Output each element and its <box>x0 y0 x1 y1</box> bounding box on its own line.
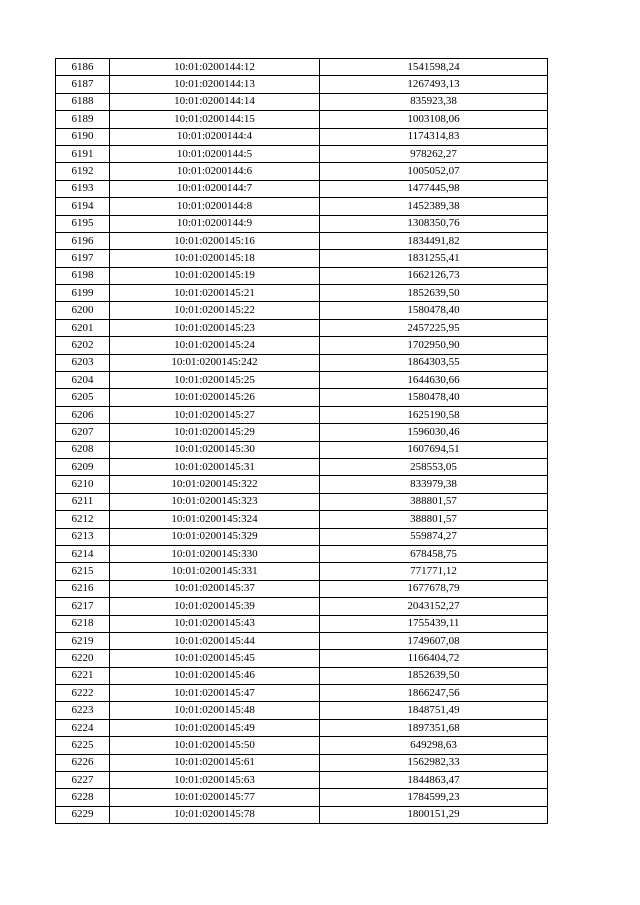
value-cell: 1852639,50 <box>320 285 548 302</box>
row-number-cell: 6222 <box>56 685 110 702</box>
table-row <box>56 180 548 197</box>
row-number-cell: 6197 <box>56 250 110 267</box>
value-cell: 678458,75 <box>320 545 548 562</box>
cadastral-number-cell: 10:01:0200145:31 <box>110 458 320 475</box>
row-number-cell: 6219 <box>56 632 110 649</box>
table-row <box>56 511 548 528</box>
table-row <box>56 59 548 76</box>
row-number-cell: 6208 <box>56 441 110 458</box>
value-cell: 1625190,58 <box>320 406 548 423</box>
row-number-cell: 6190 <box>56 128 110 145</box>
value-cell: 1844863,47 <box>320 772 548 789</box>
table-row <box>56 650 548 667</box>
value-cell: 1477445,98 <box>320 180 548 197</box>
value-cell: 649298,63 <box>320 737 548 754</box>
table-row <box>56 685 548 702</box>
value-cell: 1644630,66 <box>320 372 548 389</box>
row-number-cell: 6192 <box>56 163 110 180</box>
cadastral-number-cell: 10:01:0200145:44 <box>110 632 320 649</box>
row-number-cell: 6198 <box>56 267 110 284</box>
row-number-cell: 6214 <box>56 545 110 562</box>
table-row <box>56 754 548 771</box>
row-number-cell: 6211 <box>56 493 110 510</box>
cadastral-number-cell: 10:01:0200144:8 <box>110 198 320 215</box>
value-cell: 771771,12 <box>320 563 548 580</box>
row-number-cell: 6226 <box>56 754 110 771</box>
table-body <box>56 59 548 824</box>
cadastral-number-cell: 10:01:0200145:242 <box>110 354 320 371</box>
table-row <box>56 667 548 684</box>
row-number-cell: 6199 <box>56 285 110 302</box>
row-number-cell: 6193 <box>56 180 110 197</box>
value-cell: 1864303,55 <box>320 354 548 371</box>
table-row <box>56 250 548 267</box>
cadastral-number-cell: 10:01:0200145:37 <box>110 580 320 597</box>
row-number-cell: 6188 <box>56 93 110 110</box>
row-number-cell: 6207 <box>56 424 110 441</box>
cadastral-number-cell: 10:01:0200144:14 <box>110 93 320 110</box>
cadastral-number-cell: 10:01:0200145:49 <box>110 719 320 736</box>
value-cell: 1005052,07 <box>320 163 548 180</box>
row-number-cell: 6228 <box>56 789 110 806</box>
table-row <box>56 354 548 371</box>
row-number-cell: 6229 <box>56 806 110 823</box>
table-row <box>56 76 548 93</box>
value-cell: 1003108,06 <box>320 111 548 128</box>
value-cell: 1541598,24 <box>320 59 548 76</box>
cadastral-number-cell: 10:01:0200145:50 <box>110 737 320 754</box>
value-cell: 559874,27 <box>320 528 548 545</box>
value-cell: 1848751,49 <box>320 702 548 719</box>
row-number-cell: 6223 <box>56 702 110 719</box>
cadastral-value-table <box>55 58 548 824</box>
cadastral-number-cell: 10:01:0200144:12 <box>110 59 320 76</box>
cadastral-number-cell: 10:01:0200145:61 <box>110 754 320 771</box>
table-row <box>56 389 548 406</box>
table-row <box>56 215 548 232</box>
table-row <box>56 198 548 215</box>
cadastral-number-cell: 10:01:0200145:324 <box>110 511 320 528</box>
row-number-cell: 6221 <box>56 667 110 684</box>
row-number-cell: 6205 <box>56 389 110 406</box>
row-number-cell: 6210 <box>56 476 110 493</box>
row-number-cell: 6216 <box>56 580 110 597</box>
table-row <box>56 111 548 128</box>
row-number-cell: 6194 <box>56 198 110 215</box>
cadastral-number-cell: 10:01:0200145:18 <box>110 250 320 267</box>
value-cell: 388801,57 <box>320 511 548 528</box>
row-number-cell: 6217 <box>56 598 110 615</box>
table-row <box>56 476 548 493</box>
table-row <box>56 302 548 319</box>
cadastral-number-cell: 10:01:0200145:43 <box>110 615 320 632</box>
cadastral-number-cell: 10:01:0200145:22 <box>110 302 320 319</box>
value-cell: 1677678,79 <box>320 580 548 597</box>
value-cell: 1662126,73 <box>320 267 548 284</box>
value-cell: 1784599,23 <box>320 789 548 806</box>
table-row <box>56 267 548 284</box>
row-number-cell: 6218 <box>56 615 110 632</box>
row-number-cell: 6202 <box>56 337 110 354</box>
table-row <box>56 285 548 302</box>
table-row <box>56 145 548 162</box>
cadastral-number-cell: 10:01:0200145:331 <box>110 563 320 580</box>
table-row <box>56 702 548 719</box>
row-number-cell: 6196 <box>56 232 110 249</box>
table-row <box>56 772 548 789</box>
value-cell: 978262,27 <box>320 145 548 162</box>
table-row <box>56 372 548 389</box>
row-number-cell: 6213 <box>56 528 110 545</box>
table-row <box>56 528 548 545</box>
table-row <box>56 737 548 754</box>
value-cell: 1897351,68 <box>320 719 548 736</box>
row-number-cell: 6215 <box>56 563 110 580</box>
value-cell: 1749607,08 <box>320 632 548 649</box>
value-cell: 1452389,38 <box>320 198 548 215</box>
cadastral-number-cell: 10:01:0200144:5 <box>110 145 320 162</box>
cadastral-number-cell: 10:01:0200145:46 <box>110 667 320 684</box>
table-row <box>56 598 548 615</box>
row-number-cell: 6189 <box>56 111 110 128</box>
cadastral-number-cell: 10:01:0200145:323 <box>110 493 320 510</box>
cadastral-number-cell: 10:01:0200145:48 <box>110 702 320 719</box>
row-number-cell: 6225 <box>56 737 110 754</box>
row-number-cell: 6203 <box>56 354 110 371</box>
row-number-cell: 6204 <box>56 372 110 389</box>
value-cell: 1607694,51 <box>320 441 548 458</box>
value-cell: 1800151,29 <box>320 806 548 823</box>
value-cell: 1166404,72 <box>320 650 548 667</box>
table-row <box>56 163 548 180</box>
row-number-cell: 6209 <box>56 458 110 475</box>
table-row <box>56 806 548 823</box>
cadastral-number-cell: 10:01:0200144:15 <box>110 111 320 128</box>
cadastral-number-cell: 10:01:0200145:45 <box>110 650 320 667</box>
cadastral-number-cell: 10:01:0200144:7 <box>110 180 320 197</box>
cadastral-number-cell: 10:01:0200144:6 <box>110 163 320 180</box>
table-row <box>56 493 548 510</box>
row-number-cell: 6201 <box>56 319 110 336</box>
table-row <box>56 337 548 354</box>
cadastral-number-cell: 10:01:0200145:21 <box>110 285 320 302</box>
value-cell: 1852639,50 <box>320 667 548 684</box>
value-cell: 2043152,27 <box>320 598 548 615</box>
table-row <box>56 319 548 336</box>
cadastral-number-cell: 10:01:0200145:39 <box>110 598 320 615</box>
value-cell: 835923,38 <box>320 93 548 110</box>
row-number-cell: 6195 <box>56 215 110 232</box>
row-number-cell: 6200 <box>56 302 110 319</box>
row-number-cell: 6186 <box>56 59 110 76</box>
value-cell: 1308350,76 <box>320 215 548 232</box>
cadastral-number-cell: 10:01:0200145:47 <box>110 685 320 702</box>
row-number-cell: 6220 <box>56 650 110 667</box>
cadastral-number-cell: 10:01:0200145:78 <box>110 806 320 823</box>
cadastral-number-cell: 10:01:0200145:19 <box>110 267 320 284</box>
cadastral-number-cell: 10:01:0200145:30 <box>110 441 320 458</box>
cadastral-number-cell: 10:01:0200144:13 <box>110 76 320 93</box>
row-number-cell: 6191 <box>56 145 110 162</box>
cadastral-number-cell: 10:01:0200145:330 <box>110 545 320 562</box>
table-row <box>56 632 548 649</box>
cadastral-number-cell: 10:01:0200145:77 <box>110 789 320 806</box>
row-number-cell: 6224 <box>56 719 110 736</box>
table-row <box>56 128 548 145</box>
cadastral-number-cell: 10:01:0200145:63 <box>110 772 320 789</box>
value-cell: 1702950,90 <box>320 337 548 354</box>
cadastral-number-cell: 10:01:0200144:4 <box>110 128 320 145</box>
value-cell: 1562982,33 <box>320 754 548 771</box>
value-cell: 1580478,40 <box>320 302 548 319</box>
table-row <box>56 441 548 458</box>
value-cell: 1267493,13 <box>320 76 548 93</box>
table-row <box>56 93 548 110</box>
value-cell: 1866247,56 <box>320 685 548 702</box>
table-row <box>56 406 548 423</box>
row-number-cell: 6212 <box>56 511 110 528</box>
table-row <box>56 719 548 736</box>
cadastral-number-cell: 10:01:0200145:23 <box>110 319 320 336</box>
value-cell: 1580478,40 <box>320 389 548 406</box>
table-row <box>56 580 548 597</box>
value-cell: 1755439,11 <box>320 615 548 632</box>
table-row <box>56 545 548 562</box>
value-cell: 833979,38 <box>320 476 548 493</box>
value-cell: 1174314,83 <box>320 128 548 145</box>
row-number-cell: 6187 <box>56 76 110 93</box>
value-cell: 258553,05 <box>320 458 548 475</box>
cadastral-number-cell: 10:01:0200145:27 <box>110 406 320 423</box>
cadastral-number-cell: 10:01:0200145:29 <box>110 424 320 441</box>
row-number-cell: 6206 <box>56 406 110 423</box>
value-cell: 1834491,82 <box>320 232 548 249</box>
cadastral-number-cell: 10:01:0200145:329 <box>110 528 320 545</box>
cadastral-number-cell: 10:01:0200144:9 <box>110 215 320 232</box>
cadastral-number-cell: 10:01:0200145:24 <box>110 337 320 354</box>
value-cell: 388801,57 <box>320 493 548 510</box>
cadastral-number-cell: 10:01:0200145:25 <box>110 372 320 389</box>
table-row <box>56 424 548 441</box>
table-row <box>56 789 548 806</box>
value-cell: 1596030,46 <box>320 424 548 441</box>
value-cell: 2457225,95 <box>320 319 548 336</box>
cadastral-number-cell: 10:01:0200145:16 <box>110 232 320 249</box>
table-row <box>56 232 548 249</box>
cadastral-number-cell: 10:01:0200145:322 <box>110 476 320 493</box>
table-row <box>56 458 548 475</box>
row-number-cell: 6227 <box>56 772 110 789</box>
table-row <box>56 615 548 632</box>
table-row <box>56 563 548 580</box>
cadastral-number-cell: 10:01:0200145:26 <box>110 389 320 406</box>
value-cell: 1831255,41 <box>320 250 548 267</box>
